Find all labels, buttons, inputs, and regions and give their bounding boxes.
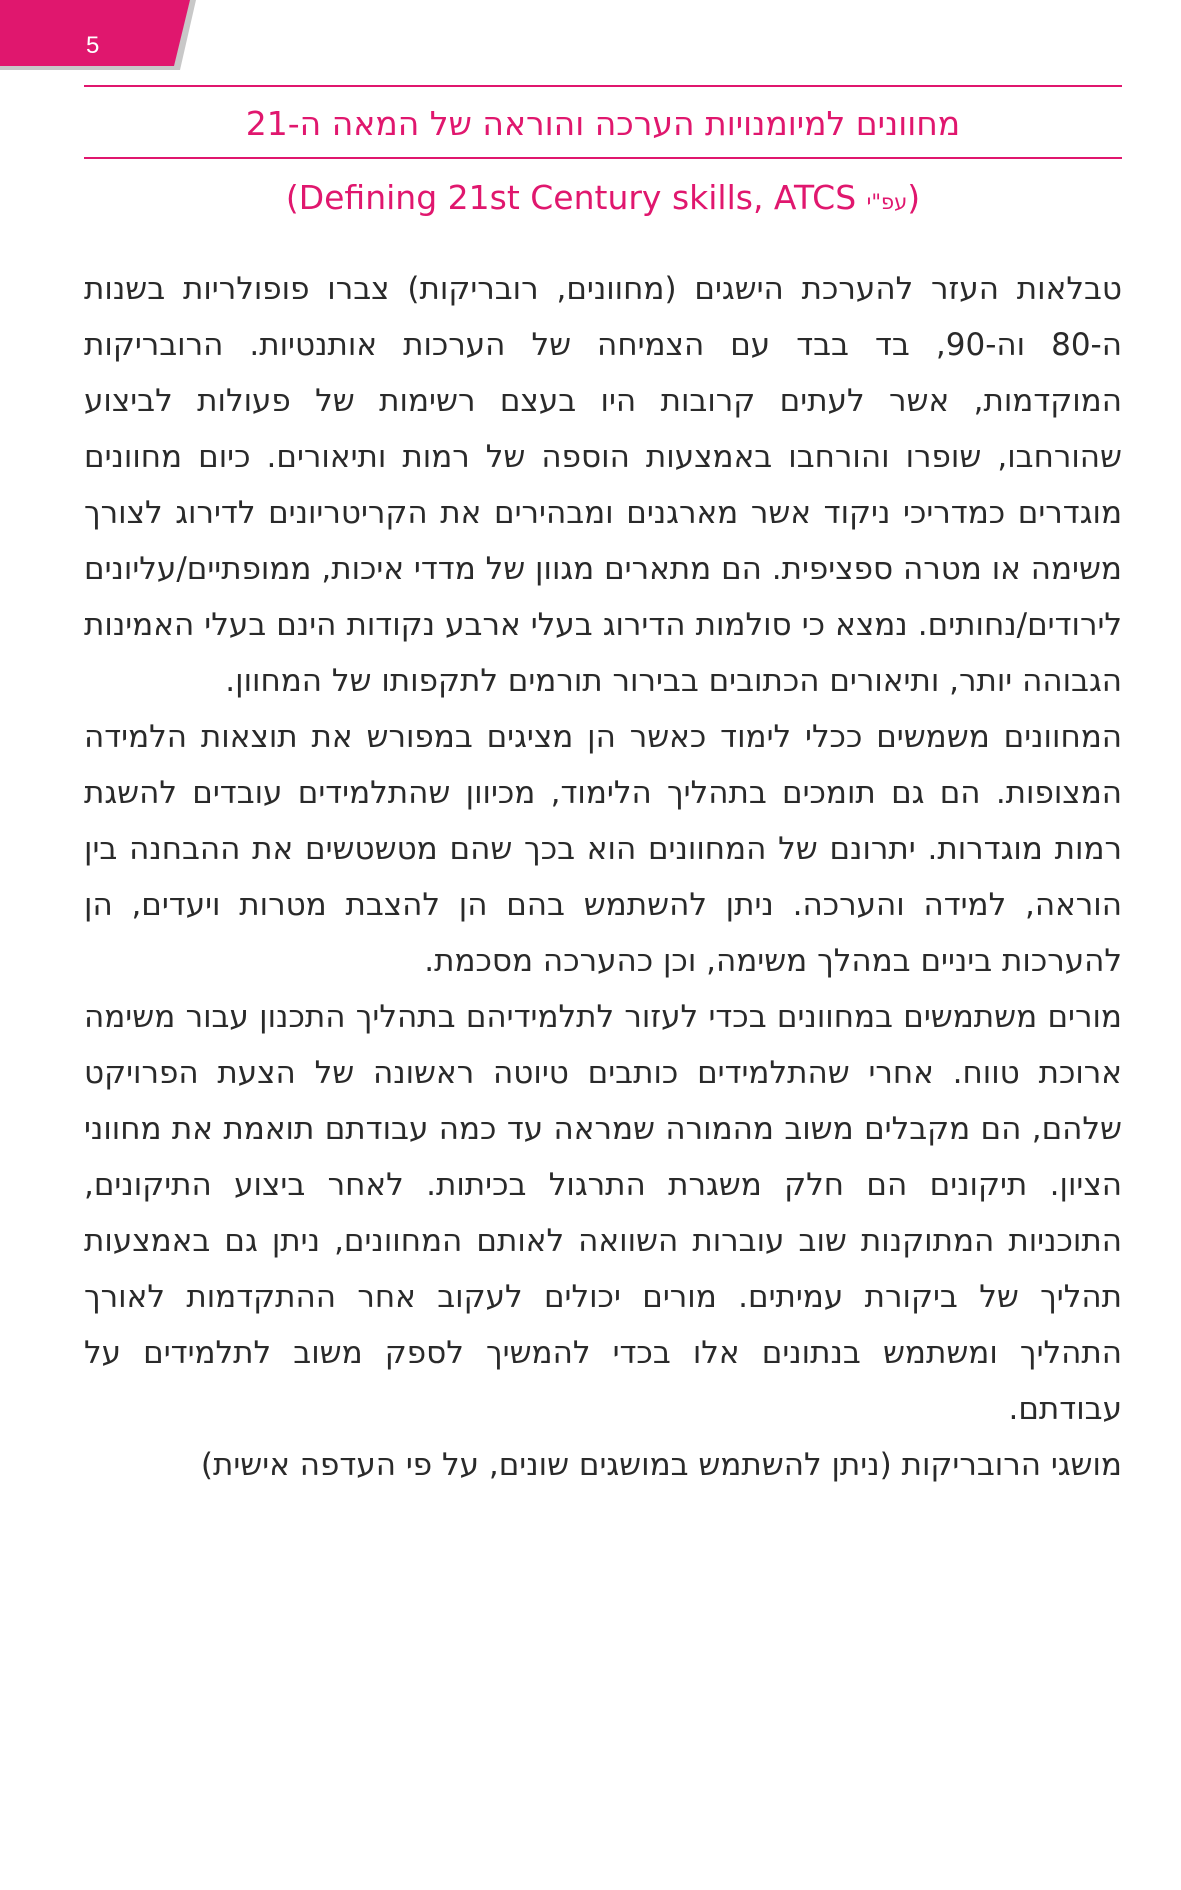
paragraph-rubrics-history: טבלאות העזר להערכת הישגים (מחוונים, רובריקות) צברו פופולריות בשנות ה-80 וה-90, בד בבד עם הצמיחה של הערכות אותנטיות. הרובריקות המוקדמות, אשר לעתים קרובות היו בעצם רשימות של פעולות לביצוע שהורחבו, שופרו והורחבו באמצעות הוספה של רמות ותיאורים. כיום מחוונים מוגדרים כמדריכי ניקוד אשר מארגנים ומבהירים את הקריטריונים לדירוג לצורך משימה או מטרה ספציפית. הם מתארים מגוון של מדדי איכות, ממופתיים/עליונים לירודים/נחותים. נמצא כי סולמות הדירוג בעלי ארבע נקודות הינם בעלי האמינות הגבוהה יותר, ותיאורים הכתובים בבירור תורמים לתקפותו של המחוון.: [84, 271, 1122, 699]
citation-open-paren: (: [907, 178, 921, 217]
page-title: מחוונים למיומנויות הערכה והוראה של המאה ה-21: [245, 104, 961, 143]
citation-close-paren: ): [285, 178, 299, 217]
source-citation: [84, 172, 1122, 224]
header-rule-bottom: [84, 157, 1122, 159]
header-rule-top: [84, 85, 1122, 87]
citation-source: Defining 21st Century skills, ATCS: [298, 178, 857, 217]
body-text: [84, 261, 1122, 1493]
paragraph-teachers-use-rubrics: מורים משתמשים במחוונים בכדי לעזור לתלמידיהם בתהליך התכנון עבור משימה ארוכת טווח. אחרי שהתלמידים כותבים טיוטה ראשונה של הצעת הפרויקט שלהם, הם מקבלים משוב מהמורה שמראה עד כמה עבודתם תואמת את מחווני הציון. תיקונים הם חלק משגרת התרגול בכיתות. לאחר ביצוע התיקונים, התוכניות המתוקנות שוב עוברות השוואה לאותם המחוונים, ניתן גם באמצעות תהליך של ביקורת עמיתים. מורים יכולים לעקוב אחר ההתקדמות לאורך התהליך ומשתמש בנתונים אלו בכדי להמשיך לספק משוב לתלמידים על עבודתם.: [84, 999, 1122, 1427]
page-tab: [0, 0, 200, 70]
citation-prefix: עפ"י: [866, 190, 908, 214]
page-number: 5: [86, 32, 100, 59]
paragraph-rubrics-as-learning-tool: המחוונים משמשים ככלי לימוד כאשר הן מציגים במפורש את תוצאות הלמידה המצופות. הם גם תומכים בתהליך הלימוד, מכיוון שהתלמידים עובדים להשגת רמות מוגדרות. יתרונם של המחוונים הוא בכך שהם מטשטשים את ההבחנה בין הוראה, למידה והערכה. ניתן להשתמש בהם הן להצבת מטרות ויעדים, הן להערכות ביניים במהלך משימה, וכן כהערכה מסכמת.: [84, 719, 1122, 979]
paragraph-rubric-terms: מושגי הרובריקות (ניתן להשתמש במושגים שונים, על פי העדפה אישית): [200, 1447, 1122, 1483]
